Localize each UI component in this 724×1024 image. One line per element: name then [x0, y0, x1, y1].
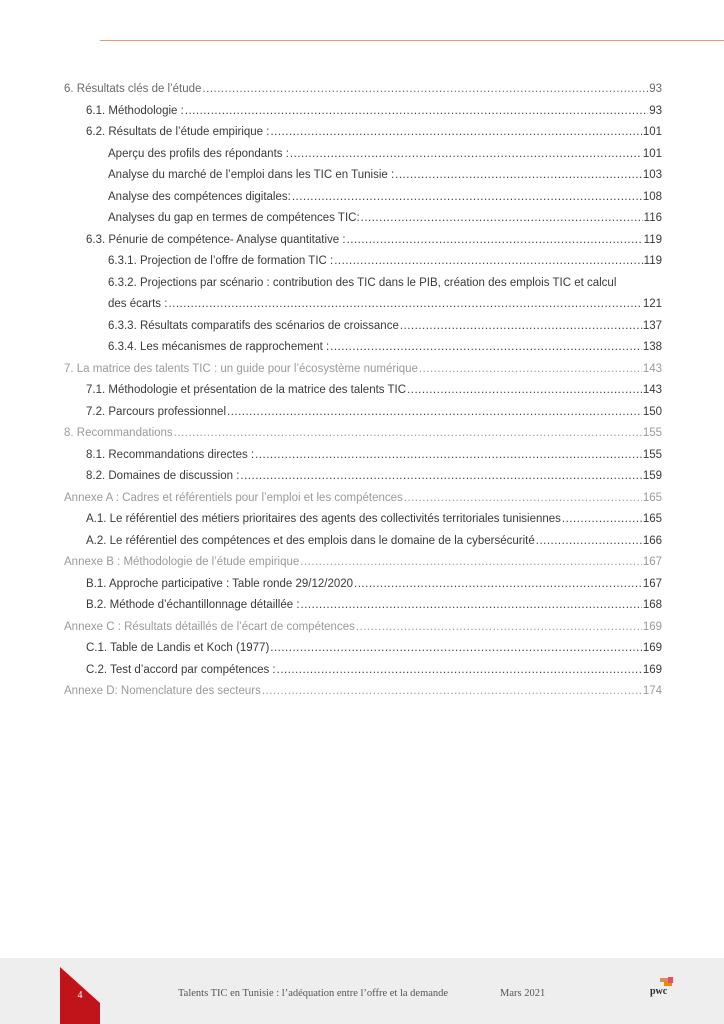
toc-entry-page: 159	[642, 470, 662, 482]
toc-entry-page: 116	[643, 212, 662, 224]
toc-leader-dots	[277, 663, 642, 677]
toc-entry-page: 143	[642, 384, 662, 396]
toc-leader-dots	[270, 641, 642, 655]
toc-entry[interactable]	[86, 641, 662, 655]
toc-entry-label: 6.3. Pénurie de compétence- Analyse quantitative :	[86, 234, 346, 246]
toc-entry[interactable]	[108, 168, 662, 182]
toc-entry-label: B.1. Approche participative : Table ronde 29/12/2020	[86, 578, 354, 590]
toc-entry[interactable]	[64, 491, 662, 505]
toc-entry-label: Analyse des compétences digitales:	[108, 191, 291, 203]
toc-entry-page: 93	[649, 105, 662, 117]
toc-entry[interactable]	[64, 620, 662, 634]
footer-red-block	[60, 1003, 100, 1024]
toc-entry-label: Annexe C : Résultats détaillés de l’écart de compétences	[64, 621, 355, 633]
toc-entry-page: 155	[642, 449, 662, 461]
toc-entry-label: Annexe A : Cadres et référentiels pour l’emploi et les compétences	[64, 492, 403, 504]
toc-entry[interactable]	[64, 426, 662, 440]
toc-entry-page: 121	[642, 298, 662, 310]
toc-leader-dots	[174, 426, 642, 440]
toc-entry-page: 93	[649, 83, 662, 95]
toc-leader-dots	[227, 405, 642, 419]
toc-entry[interactable]	[64, 82, 662, 96]
toc-entry-label: 7. La matrice des talents TIC : un guide pour l’écosystème numérique	[64, 363, 418, 375]
toc-entry[interactable]	[86, 125, 662, 139]
toc-entry[interactable]	[86, 469, 662, 483]
pwc-logo-text: pwc	[650, 986, 668, 997]
toc-leader-dots	[361, 211, 643, 225]
toc-entry-label: Annexe B : Méthodologie de l’étude empirique	[64, 556, 300, 568]
toc-leader-dots	[400, 319, 642, 333]
toc-entry[interactable]	[108, 340, 662, 354]
page-number: 4	[77, 990, 83, 1001]
toc-entry-page: 101	[642, 148, 662, 160]
toc-leader-dots	[347, 233, 643, 247]
toc-leader-dots	[300, 555, 642, 569]
toc-entry-page: 165	[642, 492, 662, 504]
toc-leader-dots	[168, 297, 641, 311]
toc-entry[interactable]	[86, 512, 662, 526]
toc-entry[interactable]	[86, 534, 662, 548]
toc-entry-label: B.2. Méthode d’échantillonnage détaillée :	[86, 599, 300, 611]
toc-entry[interactable]	[86, 598, 662, 612]
toc-entry[interactable]	[86, 233, 662, 247]
toc-leader-dots	[185, 104, 648, 118]
toc-leader-dots	[395, 168, 642, 182]
toc-entry[interactable]	[86, 448, 662, 462]
toc-leader-dots	[354, 577, 642, 591]
toc-entry-page: 169	[642, 621, 662, 633]
toc-entry-page: 101	[642, 126, 662, 138]
toc-entry-label: 7.2. Parcours professionnel	[86, 406, 226, 418]
toc-entry[interactable]	[86, 577, 662, 591]
toc-entry-label: C.1. Table de Landis et Koch (1977)	[86, 642, 270, 654]
toc-leader-dots	[202, 82, 648, 96]
toc-entry-label: 6.3.4. Les mécanismes de rapprochement :	[108, 341, 330, 353]
footer-date: Mars 2021	[500, 988, 546, 999]
toc-entry-page: 168	[642, 599, 662, 611]
toc-entry-label: A.1. Le référentiel des métiers prioritaires des agents des collectivités territoriales tunisiennes	[86, 513, 561, 525]
toc-entry-page: 167	[642, 556, 662, 568]
toc-entry-label: Annexe D: Nomenclature des secteurs	[64, 685, 261, 697]
toc-leader-dots	[290, 147, 642, 161]
toc-entry[interactable]	[86, 663, 662, 677]
toc-leader-dots	[536, 534, 642, 548]
toc-entry-page: 138	[642, 341, 662, 353]
toc-entry-label: 6.3.1. Projection de l’offre de formation TIC :	[108, 255, 334, 267]
toc-entry[interactable]	[108, 319, 662, 333]
toc-leader-dots	[301, 598, 642, 612]
toc-entry[interactable]	[64, 362, 662, 376]
toc-leader-dots	[330, 340, 642, 354]
toc-entry-label: Analyse du marché de l’emploi dans les TIC en Tunisie :	[108, 169, 395, 181]
toc-entry[interactable]	[86, 405, 662, 419]
toc-entry-label: Analyses du gap en termes de compétences TIC:	[108, 212, 360, 224]
toc-entry[interactable]	[64, 684, 662, 698]
footer-rule	[100, 40, 724, 41]
toc-entry-label: Aperçu des profils des répondants :	[108, 148, 289, 160]
toc-entry[interactable]	[108, 190, 662, 204]
toc-entry[interactable]	[64, 555, 662, 569]
toc-leader-dots	[240, 469, 641, 483]
toc-leader-dots	[407, 383, 642, 397]
toc-entry-page: 166	[642, 535, 662, 547]
toc-entry-label-continued: des écarts :	[108, 298, 168, 310]
toc-leader-dots	[562, 512, 642, 526]
toc-entry[interactable]	[86, 104, 662, 118]
toc-entry-page: 155	[642, 427, 662, 439]
toc-entry-page: 143	[642, 363, 662, 375]
toc-entry-page: 108	[642, 191, 662, 203]
toc-entry-label: 8.2. Domaines de discussion :	[86, 470, 240, 482]
toc-leader-dots	[292, 190, 642, 204]
toc-leader-dots	[262, 684, 642, 698]
toc-entry-label: 6.3.3. Résultats comparatifs des scénarios de croissance	[108, 320, 399, 332]
toc-entry-label: 6.1. Méthodologie :	[86, 105, 184, 117]
toc-entry-label: 6. Résultats clés de l’étude	[64, 83, 202, 95]
toc-leader-dots	[255, 448, 642, 462]
toc-entry[interactable]	[108, 211, 662, 225]
toc-entry-label: 7.1. Méthodologie et présentation de la matrice des talents TIC	[86, 384, 407, 396]
toc-leader-dots	[356, 620, 642, 634]
toc-entry-label: 6.2. Résultats de l’étude empirique :	[86, 126, 270, 138]
toc-leader-dots	[334, 254, 642, 268]
pwc-logo	[649, 976, 677, 998]
toc-entry-page: 103	[642, 169, 662, 181]
toc-entry[interactable]	[86, 383, 662, 397]
toc-entry-label: A.2. Le référentiel des compétences et des emplois dans le domaine de la cybersécurité	[86, 535, 535, 547]
toc-entry-page: 119	[643, 234, 662, 246]
toc-leader-dots	[419, 362, 642, 376]
toc-entry-page: 150	[642, 406, 662, 418]
toc-entry-page: 137	[642, 320, 662, 332]
toc-leader-dots	[404, 491, 642, 505]
footer-document-title: Talents TIC en Tunisie : l’adéquation entre l’offre et la demande	[178, 988, 449, 999]
toc-entry-page: 119	[643, 255, 662, 267]
toc-entry-label: C.2. Test d’accord par compétences :	[86, 664, 276, 676]
toc-entry-page: 174	[642, 685, 662, 697]
pwc-logo-icon	[649, 976, 677, 998]
toc-entry[interactable]	[108, 147, 662, 161]
toc-entry-page: 169	[642, 664, 662, 676]
toc-entry[interactable]	[108, 254, 662, 268]
toc-entry-label: 8.1. Recommandations directes :	[86, 449, 255, 461]
toc-entry-page: 167	[642, 578, 662, 590]
toc-entry-page: 169	[642, 642, 662, 654]
toc-entry-label[interactable]: 6.3.2. Projections par scénario : contribution des TIC dans le PIB, création des emplois TIC et calcul	[108, 277, 617, 289]
toc-entry-page: 165	[642, 513, 662, 525]
toc-entry[interactable]	[108, 297, 662, 311]
toc-entry-label: 8. Recommandations	[64, 427, 173, 439]
toc-leader-dots	[270, 125, 641, 139]
